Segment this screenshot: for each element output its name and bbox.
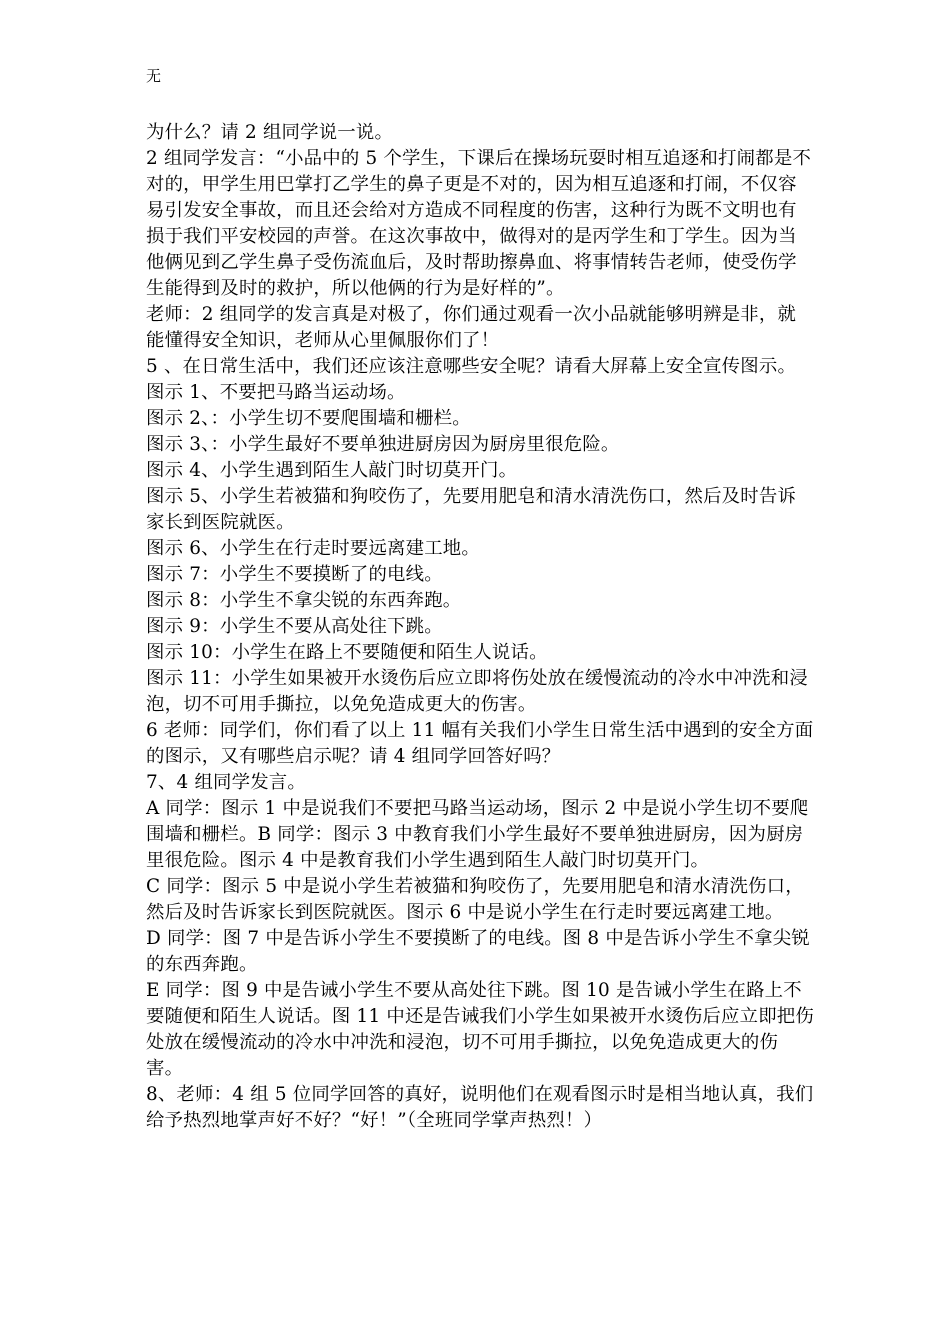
paragraph: 图示 2、：小学生切不要爬围墙和栅栏。 — [146, 408, 471, 429]
paragraph: 图示 11：小学生如果被开水烫伤后应立即将伤处放在缓慢流动的冷水中冲洗和浸泡，切不可用手撕拉，以免免造成更大的伤害。 — [146, 668, 808, 715]
paragraph: 为什么？请 2 组同学说一说。 — [146, 122, 394, 143]
paragraph: 图示 7：小学生不要摸断了的电线。 — [146, 564, 443, 585]
paragraph: 图示 8：小学生不拿尖锐的东西奔跑。 — [146, 590, 462, 611]
paragraph: 6 老师：同学们，你们看了以上 11 幅有关我们小学生日常生活中遇到的安全方面的图示，又有哪些启示呢？请 4 组同学回答好吗？ — [146, 720, 814, 767]
paragraph: 图示 4、小学生遇到陌生人敲门时切莫开门。 — [146, 460, 518, 481]
paragraph: E 同学：图 9 中是告诫小学生不要从高处往下跳。图 10 是告诫小学生在路上不要随便和陌生人说话。图 11 中还是告诫我们小学生如果被开水烫伤后应立即把伤处放在缓慢流动的冷水中冲洗和浸泡，切不可用手撕拉，以免免造成更大的伤害。 — [146, 980, 814, 1079]
paragraph: 老师：2 组同学的发言真是对极了，你们通过观看一次小品就能够明辨是非，就能懂得安全知识，老师从心里佩服你们了！ — [146, 304, 797, 351]
document-body — [146, 120, 814, 1134]
paragraph: 2 组同学发言：“小品中的 5 个学生，下课后在操场玩耍时相互追逐和打闹都是不对的，甲学生用巴掌打乙学生的鼻子更是不对的，因为相互追逐和打闹，不仅容易引发安全事故，而且还会给对方造成不同程度的伤害，这种行为既不文明也有损于我们平安校园的声誉。在这次事故中，做得对的是丙学生和丁学生。因为当他俩见到乙学生鼻子受伤流血后，及时帮助擦鼻血、将事情转告老师，使受伤学生能得到及时的救护，所以他俩的行为是好样的”。 — [146, 148, 812, 299]
paragraph: 图示 9：小学生不要从高处往下跳。 — [146, 616, 443, 637]
paragraph: D 同学：图 7 中是告诉小学生不要摸断了的电线。图 8 中是告诉小学生不拿尖锐的东西奔跑。 — [146, 928, 810, 975]
paragraph: A 同学：图示 1 中是说我们不要把马路当运动场，图示 2 中是说小学生切不要爬围墙和栅栏。B 同学：图示 3 中教育我们小学生最好不要单独进厨房，因为厨房里很危险。图示 4 中是教育我们小学生遇到陌生人敲门时切莫开门。 — [146, 798, 809, 871]
paragraph: 图示 10：小学生在路上不要随便和陌生人说话。 — [146, 642, 548, 663]
paragraph: 7、4 组同学发言。 — [146, 772, 306, 793]
paragraph: 图示 3、：小学生最好不要单独进厨房因为厨房里很危险。 — [146, 434, 620, 455]
paragraph: 5 、在日常生活中，我们还应该注意哪些安全呢？请看大屏幕上安全宣传图示。 — [146, 356, 797, 377]
paragraph: 8、老师：4 组 5 位同学回答的真好，说明他们在观看图示时是相当地认真，我们给予热烈地掌声好不好？“好！”（全班同学掌声热烈！） — [146, 1084, 814, 1131]
paragraph: 图示 6、小学生在行走时要远离建工地。 — [146, 538, 480, 559]
paragraph: C 同学：图示 5 中是说小学生若被猫和狗咬伤了，先要用肥皂和清水清洗伤口，然后及时告诉家长到医院就医。图示 6 中是说小学生在行走时要远离建工地。 — [146, 876, 804, 923]
paragraph: 图示 5、小学生若被猫和狗咬伤了，先要用肥皂和清水清洗伤口，然后及时告诉家长到医院就医。 — [146, 486, 797, 533]
page-header: 无 — [146, 67, 162, 85]
paragraph: 图示 1、不要把马路当运动场。 — [146, 382, 406, 403]
